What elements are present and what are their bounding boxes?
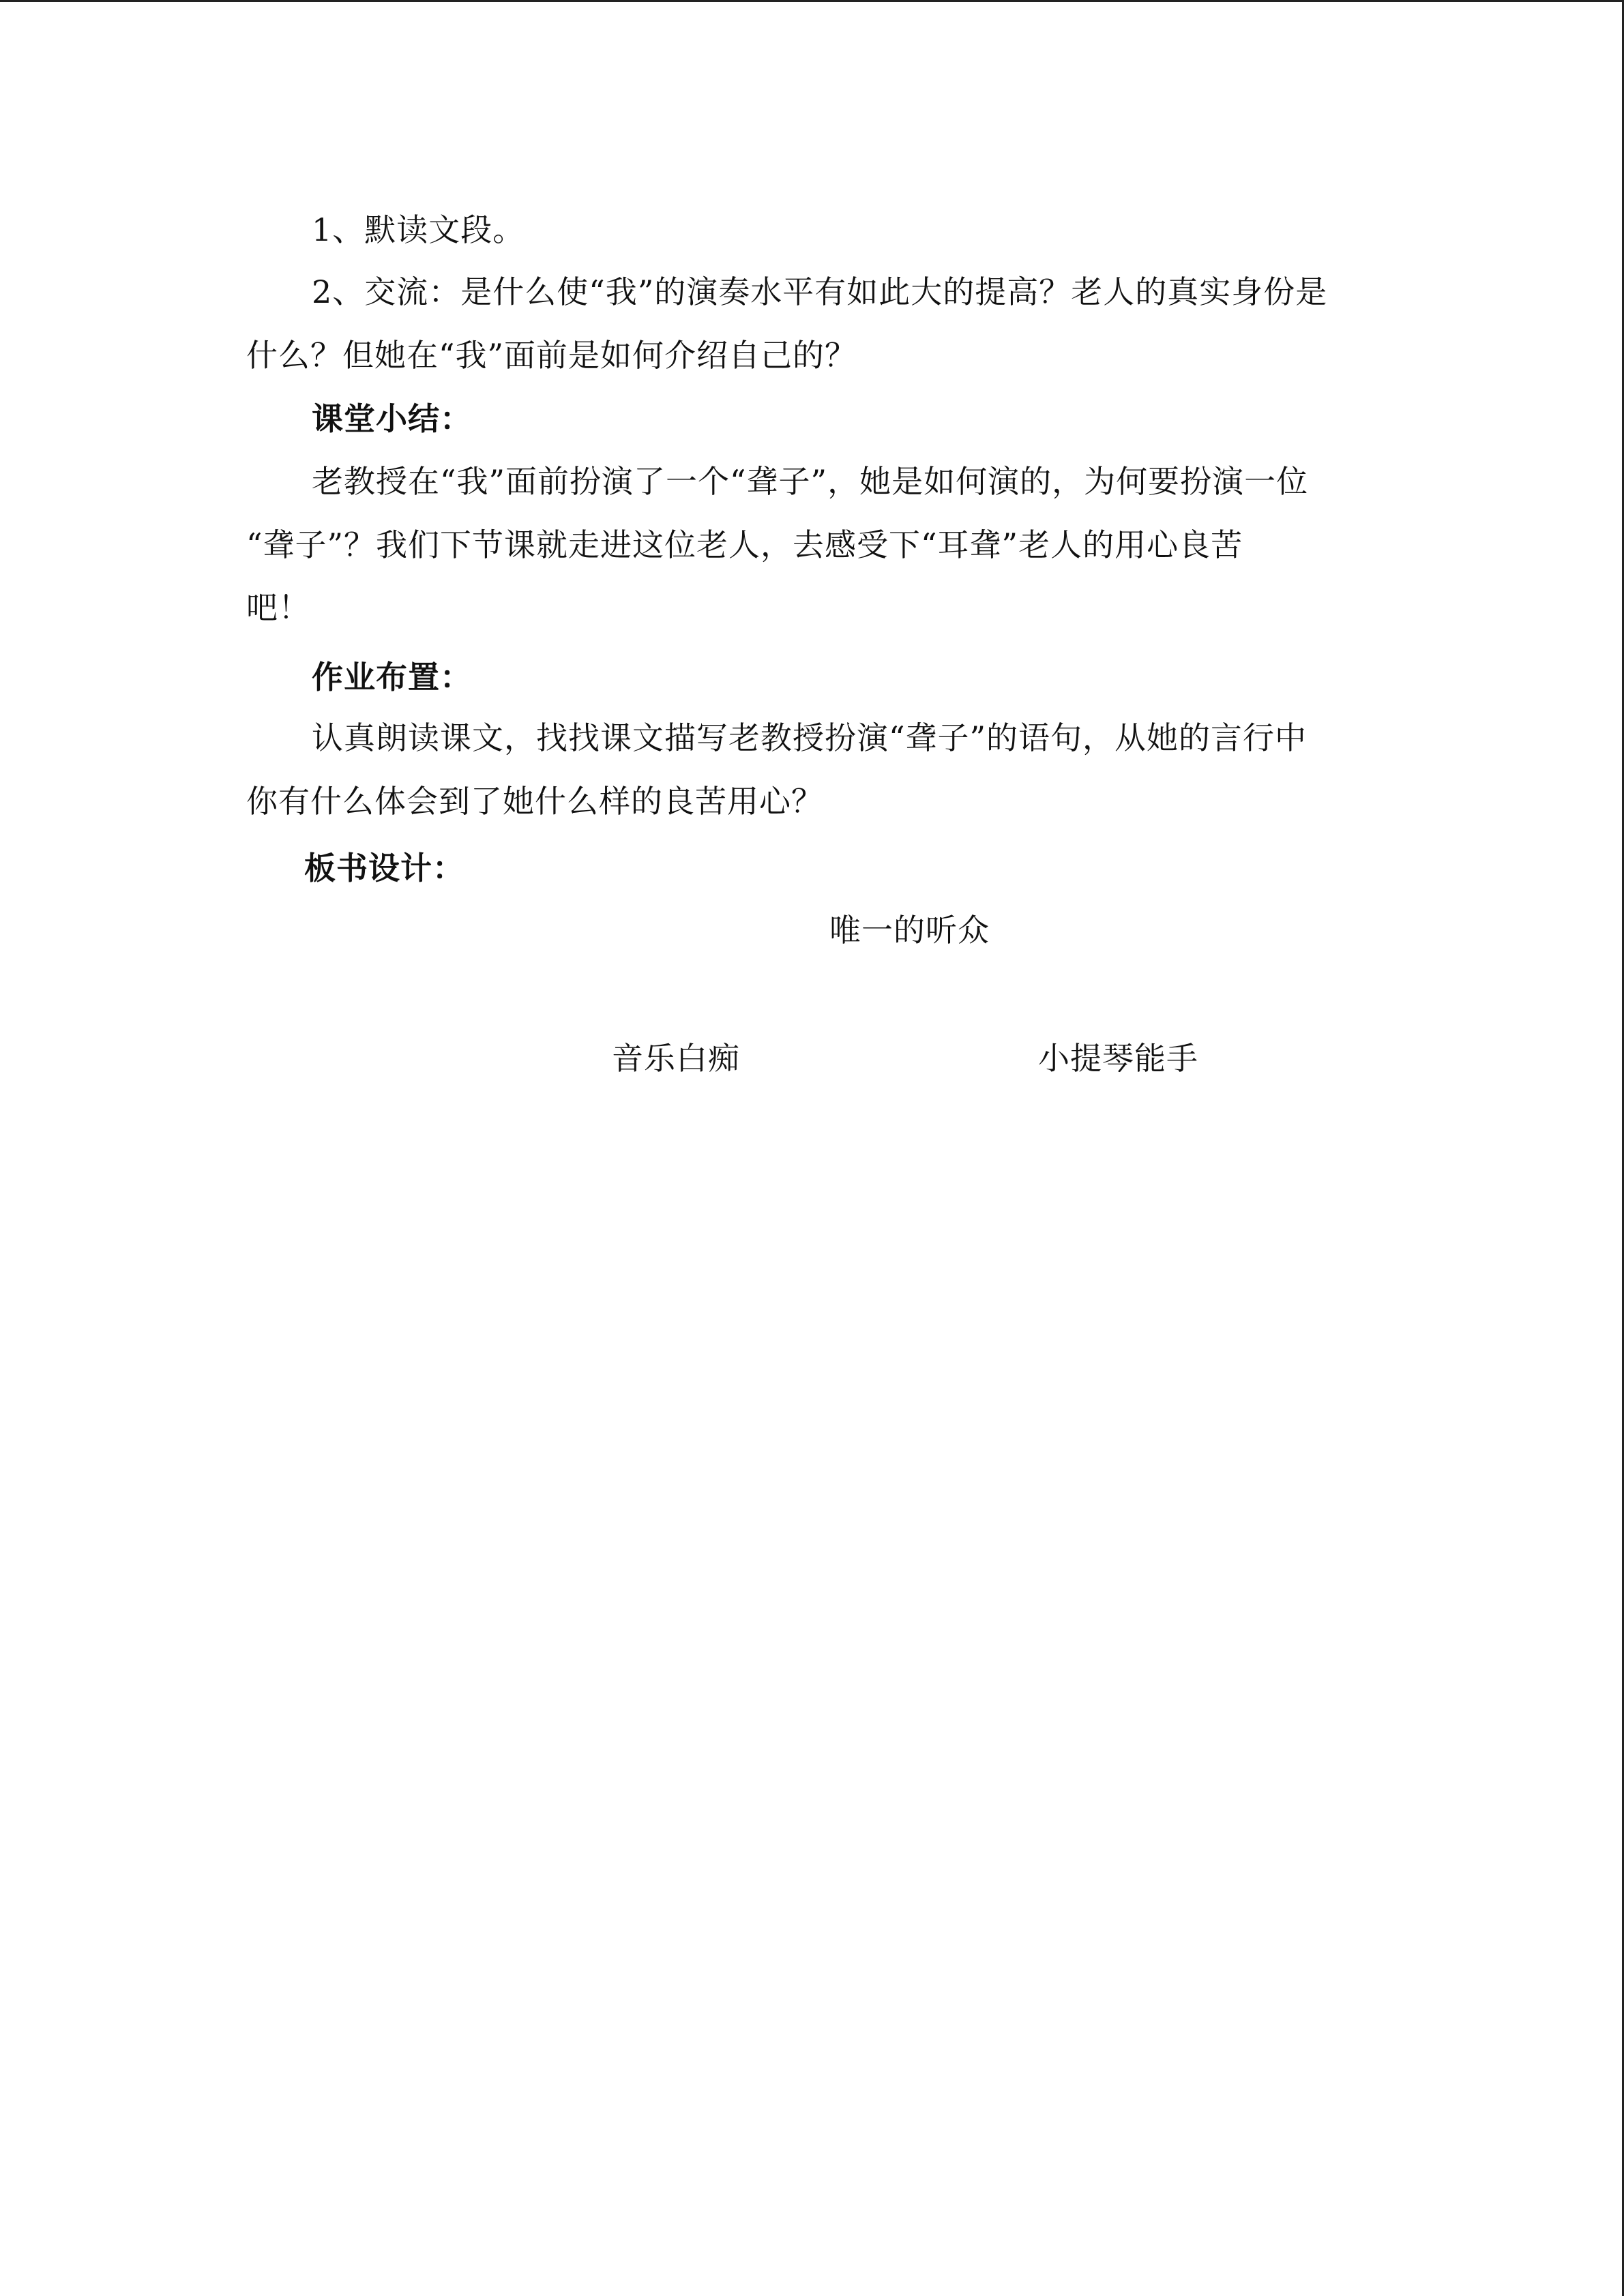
summary-paragraph-line-1: 老教授在“我”面前扮演了一个“聋子”，她是如何演的，为何要扮演一位 — [312, 463, 1309, 500]
section-heading-summary: 课堂小结： — [312, 400, 472, 437]
homework-paragraph-line-1: 认真朗读课文，找找课文描写老教授扮演“聋子”的语句，从她的言行中 — [312, 719, 1308, 756]
summary-paragraph-line-3: 吧！ — [246, 589, 310, 626]
step-1-text: 1、默读文段。 — [312, 211, 525, 248]
page-border-top — [0, 0, 1624, 2]
homework-paragraph-line-2: 你有什么体会到了她什么样的良苦用心？ — [246, 783, 823, 820]
step-2-text: 2、交流：是什么使“我”的演奏水平有如此大的提高？老人的真实身份是 — [312, 273, 1328, 310]
board-left-label: 音乐白痴 — [612, 1040, 740, 1077]
board-right-label: 小提琴能手 — [1038, 1040, 1198, 1077]
section-heading-board-design: 板书设计： — [304, 850, 464, 886]
summary-paragraph-line-2: “聋子”？我们下节课就走进这位老人，去感受下“耳聋”老人的用心良苦 — [246, 526, 1243, 563]
step-2-text-continued: 什么？但她在“我”面前是如何介绍自己的？ — [246, 337, 857, 374]
board-title: 唯一的听众 — [829, 912, 990, 949]
section-heading-homework: 作业布置： — [312, 659, 472, 696]
